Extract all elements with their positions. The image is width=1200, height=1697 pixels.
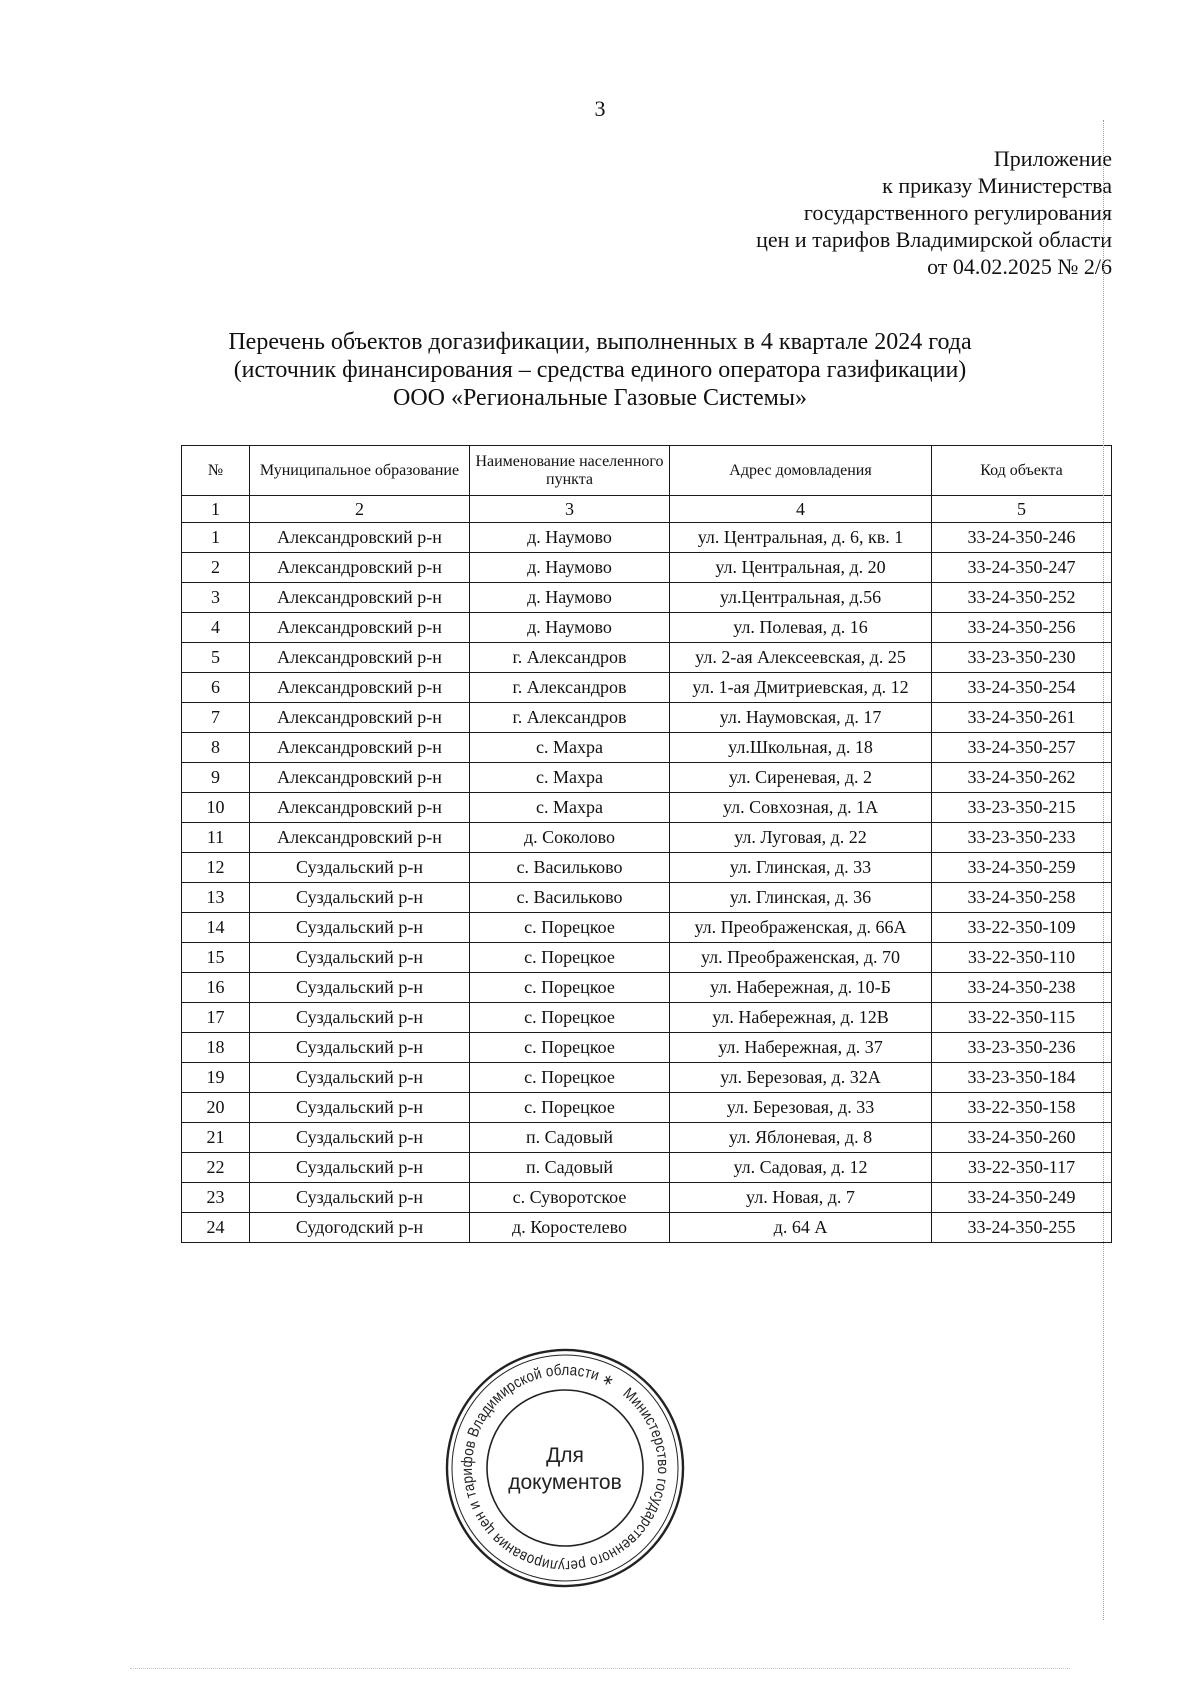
- annex-line: от 04.02.2025 № 2/6: [927, 254, 1112, 279]
- address-cell: ул. Новая, д. 7: [670, 1183, 932, 1213]
- table-row: [182, 733, 1112, 763]
- settlement-cell: д. Наумово: [470, 523, 670, 553]
- object-code-cell: 33-22-350-109: [932, 913, 1112, 943]
- table-row: [182, 553, 1112, 583]
- object-code-cell: 33-24-350-257: [932, 733, 1112, 763]
- municipality-cell: Александровский р-н: [250, 703, 470, 733]
- address-cell: ул.Центральная, д.56: [670, 583, 932, 613]
- municipality-cell: Александровский р-н: [250, 733, 470, 763]
- address-cell: ул. 2-ая Алексеевская, д. 25: [670, 643, 932, 673]
- settlement-cell: д. Наумово: [470, 583, 670, 613]
- page-number: 3: [594, 96, 606, 121]
- header-object-code: Код объекта: [932, 446, 1112, 496]
- table-row: [182, 1123, 1112, 1153]
- municipality-cell: Суздальский р-н: [250, 1153, 470, 1183]
- table-row: [182, 1153, 1112, 1183]
- stamp-outer-ring-inner: [440, 1343, 690, 1593]
- scan-edge-mark: [1103, 120, 1104, 1620]
- row-number: 15: [182, 943, 250, 973]
- table-row: [182, 1033, 1112, 1063]
- municipality-cell: Александровский р-н: [250, 673, 470, 703]
- settlement-cell: с. Васильково: [470, 883, 670, 913]
- address-cell: ул. Набережная, д. 37: [670, 1033, 932, 1063]
- object-code-cell: 33-24-350-249: [932, 1183, 1112, 1213]
- column-number: 3: [470, 496, 670, 523]
- municipality-cell: Суздальский р-н: [250, 1003, 470, 1033]
- municipality-cell: Александровский р-н: [250, 793, 470, 823]
- object-code-cell: 33-23-350-233: [932, 823, 1112, 853]
- municipality-cell: Суздальский р-н: [250, 913, 470, 943]
- settlement-cell: с. Порецкое: [470, 1033, 670, 1063]
- municipality-cell: Суздальский р-н: [250, 1123, 470, 1153]
- object-code-cell: 33-22-350-110: [932, 943, 1112, 973]
- annex-line: государственного регулирования: [803, 200, 1112, 225]
- header-address: Адрес домовладения: [670, 446, 932, 496]
- object-code-cell: 33-24-350-246: [932, 523, 1112, 553]
- column-number: 1: [182, 496, 250, 523]
- row-number: 5: [182, 643, 250, 673]
- table-row: [182, 583, 1112, 613]
- address-cell: ул. Преображенская, д. 70: [670, 943, 932, 973]
- address-cell: ул. Глинская, д. 36: [670, 883, 932, 913]
- municipality-cell: Суздальский р-н: [250, 1183, 470, 1213]
- address-cell: ул. Березовая, д. 33: [670, 1093, 932, 1123]
- row-number: 18: [182, 1033, 250, 1063]
- settlement-cell: д. Коростелево: [470, 1213, 670, 1243]
- header-settlement: Наименование населенного пункта: [470, 446, 670, 496]
- address-cell: ул. Центральная, д. 20: [670, 553, 932, 583]
- row-number: 21: [182, 1123, 250, 1153]
- table-row: [182, 1063, 1112, 1093]
- settlement-cell: с. Суворотское: [470, 1183, 670, 1213]
- row-number: 14: [182, 913, 250, 943]
- table-row: [182, 823, 1112, 853]
- table-row: [182, 703, 1112, 733]
- column-number: 2: [250, 496, 470, 523]
- stamp-center-text: Для: [546, 1444, 584, 1467]
- title-line: (источник финансирования – средства единого оператора газификации): [233, 357, 967, 383]
- address-cell: ул. Центральная, д. 6, кв. 1: [670, 523, 932, 553]
- table-body: [182, 523, 1112, 1243]
- settlement-cell: с. Порецкое: [470, 1093, 670, 1123]
- municipality-cell: Суздальский р-н: [250, 853, 470, 883]
- stamp-center-text: документов: [508, 1471, 622, 1494]
- header-number: №: [182, 446, 250, 496]
- address-cell: ул. Совхозная, д. 1А: [670, 793, 932, 823]
- column-number: 4: [670, 496, 932, 523]
- row-number: 7: [182, 703, 250, 733]
- municipality-cell: Александровский р-н: [250, 823, 470, 853]
- ministry-stamp: [440, 1343, 690, 1593]
- header-row: [182, 446, 1112, 496]
- settlement-cell: с. Махра: [470, 763, 670, 793]
- stamp-inner-ring: [456, 1359, 675, 1578]
- table-row: [182, 913, 1112, 943]
- settlement-cell: г. Александров: [470, 703, 670, 733]
- row-number: 19: [182, 1063, 250, 1093]
- settlement-cell: с. Порецкое: [470, 913, 670, 943]
- address-cell: ул.Школьная, д. 18: [670, 733, 932, 763]
- settlement-cell: с. Порецкое: [470, 943, 670, 973]
- settlement-cell: д. Соколово: [470, 823, 670, 853]
- settlement-cell: п. Садовый: [470, 1153, 670, 1183]
- table-row: [182, 793, 1112, 823]
- object-code-cell: 33-22-350-117: [932, 1153, 1112, 1183]
- row-number: 2: [182, 553, 250, 583]
- address-cell: ул. Березовая, д. 32А: [670, 1063, 932, 1093]
- row-number: 4: [182, 613, 250, 643]
- stamp-outer-ring: [440, 1343, 690, 1593]
- settlement-cell: п. Садовый: [470, 1123, 670, 1153]
- address-cell: ул. Луговая, д. 22: [670, 823, 932, 853]
- settlement-cell: с. Порецкое: [470, 1063, 670, 1093]
- municipality-cell: Суздальский р-н: [250, 883, 470, 913]
- objects-table: [181, 445, 1112, 1243]
- settlement-cell: с. Порецкое: [470, 1003, 670, 1033]
- table-row: [182, 1183, 1112, 1213]
- municipality-cell: Суздальский р-н: [250, 943, 470, 973]
- object-code-cell: 33-22-350-115: [932, 1003, 1112, 1033]
- table-row: [182, 613, 1112, 643]
- column-number: 5: [932, 496, 1112, 523]
- annex-line: цен и тарифов Владимирской области: [756, 227, 1112, 252]
- table-row: [182, 973, 1112, 1003]
- table-row: [182, 853, 1112, 883]
- object-code-cell: 33-23-350-230: [932, 643, 1112, 673]
- object-code-cell: 33-23-350-236: [932, 1033, 1112, 1063]
- object-code-cell: 33-24-350-260: [932, 1123, 1112, 1153]
- address-cell: ул. Глинская, д. 33: [670, 853, 932, 883]
- municipality-cell: Судогодский р-н: [250, 1213, 470, 1243]
- address-cell: ул. Садовая, д. 12: [670, 1153, 932, 1183]
- object-code-cell: 33-24-350-261: [932, 703, 1112, 733]
- settlement-cell: с. Махра: [470, 733, 670, 763]
- object-code-cell: 33-23-350-215: [932, 793, 1112, 823]
- municipality-cell: Александровский р-н: [250, 553, 470, 583]
- object-code-cell: 33-24-350-259: [932, 853, 1112, 883]
- municipality-cell: Суздальский р-н: [250, 1093, 470, 1123]
- row-number: 22: [182, 1153, 250, 1183]
- object-code-cell: 33-24-350-258: [932, 883, 1112, 913]
- object-code-cell: 33-22-350-158: [932, 1093, 1112, 1123]
- settlement-cell: д. Наумово: [470, 613, 670, 643]
- settlement-cell: с. Порецкое: [470, 973, 670, 1003]
- address-cell: ул. Набережная, д. 12В: [670, 1003, 932, 1033]
- row-number: 9: [182, 763, 250, 793]
- municipality-cell: Александровский р-н: [250, 583, 470, 613]
- municipality-cell: Суздальский р-н: [250, 1063, 470, 1093]
- municipality-cell: Александровский р-н: [250, 613, 470, 643]
- municipality-cell: Суздальский р-н: [250, 973, 470, 1003]
- annex-block: [756, 145, 1112, 280]
- row-number: 1: [182, 523, 250, 553]
- column-number-row: [182, 496, 1112, 523]
- document-title: [0, 328, 1200, 412]
- table-row: [182, 1213, 1112, 1243]
- header-municipality: Муниципальное образование: [250, 446, 470, 496]
- table-row: [182, 673, 1112, 703]
- table-row: [182, 763, 1112, 793]
- address-cell: ул. Яблоневая, д. 8: [670, 1123, 932, 1153]
- title-line: ООО «Региональные Газовые Системы»: [393, 385, 807, 411]
- settlement-cell: с. Махра: [470, 793, 670, 823]
- address-cell: ул. Преображенская, д. 66А: [670, 913, 932, 943]
- object-code-cell: 33-24-350-262: [932, 763, 1112, 793]
- table-row: [182, 943, 1112, 973]
- table-row: [182, 1093, 1112, 1123]
- municipality-cell: Александровский р-н: [250, 763, 470, 793]
- object-code-cell: 33-23-350-184: [932, 1063, 1112, 1093]
- settlement-cell: д. Наумово: [470, 553, 670, 583]
- object-code-cell: 33-24-350-238: [932, 973, 1112, 1003]
- settlement-cell: г. Александров: [470, 673, 670, 703]
- municipality-cell: Александровский р-н: [250, 523, 470, 553]
- row-number: 13: [182, 883, 250, 913]
- address-cell: ул. 1-ая Дмитриевская, д. 12: [670, 673, 932, 703]
- object-code-cell: 33-24-350-255: [932, 1213, 1112, 1243]
- row-number: 20: [182, 1093, 250, 1123]
- address-cell: ул. Наумовская, д. 17: [670, 703, 932, 733]
- municipality-cell: Суздальский р-н: [250, 1033, 470, 1063]
- address-cell: ул. Набережная, д. 10-Б: [670, 973, 932, 1003]
- object-code-cell: 33-24-350-247: [932, 553, 1112, 583]
- settlement-cell: с. Васильково: [470, 853, 670, 883]
- object-code-cell: 33-24-350-254: [932, 673, 1112, 703]
- settlement-cell: г. Александров: [470, 643, 670, 673]
- row-number: 8: [182, 733, 250, 763]
- address-cell: д. 64 А: [670, 1213, 932, 1243]
- municipality-cell: Александровский р-н: [250, 643, 470, 673]
- address-cell: ул. Полевая, д. 16: [670, 613, 932, 643]
- stamp-ring-text: Министерство государственного регулирования цен и тарифов Владимирской области ∗: [458, 1361, 672, 1575]
- annex-line: Приложение: [993, 146, 1112, 171]
- row-number: 17: [182, 1003, 250, 1033]
- row-number: 11: [182, 823, 250, 853]
- table-row: [182, 643, 1112, 673]
- row-number: 10: [182, 793, 250, 823]
- table-row: [182, 1003, 1112, 1033]
- object-code-cell: 33-24-350-252: [932, 583, 1112, 613]
- table-row: [182, 523, 1112, 553]
- row-number: 16: [182, 973, 250, 1003]
- title-line: Перечень объектов догазификации, выполненных в 4 квартале 2024 года: [228, 329, 972, 355]
- row-number: 6: [182, 673, 250, 703]
- object-code-cell: 33-24-350-256: [932, 613, 1112, 643]
- scan-dots-mark: [130, 1668, 1070, 1669]
- row-number: 24: [182, 1213, 250, 1243]
- address-cell: ул. Сиреневая, д. 2: [670, 763, 932, 793]
- table-row: [182, 883, 1112, 913]
- row-number: 12: [182, 853, 250, 883]
- annex-line: к приказу Министерства: [882, 173, 1112, 198]
- row-number: 23: [182, 1183, 250, 1213]
- row-number: 3: [182, 583, 250, 613]
